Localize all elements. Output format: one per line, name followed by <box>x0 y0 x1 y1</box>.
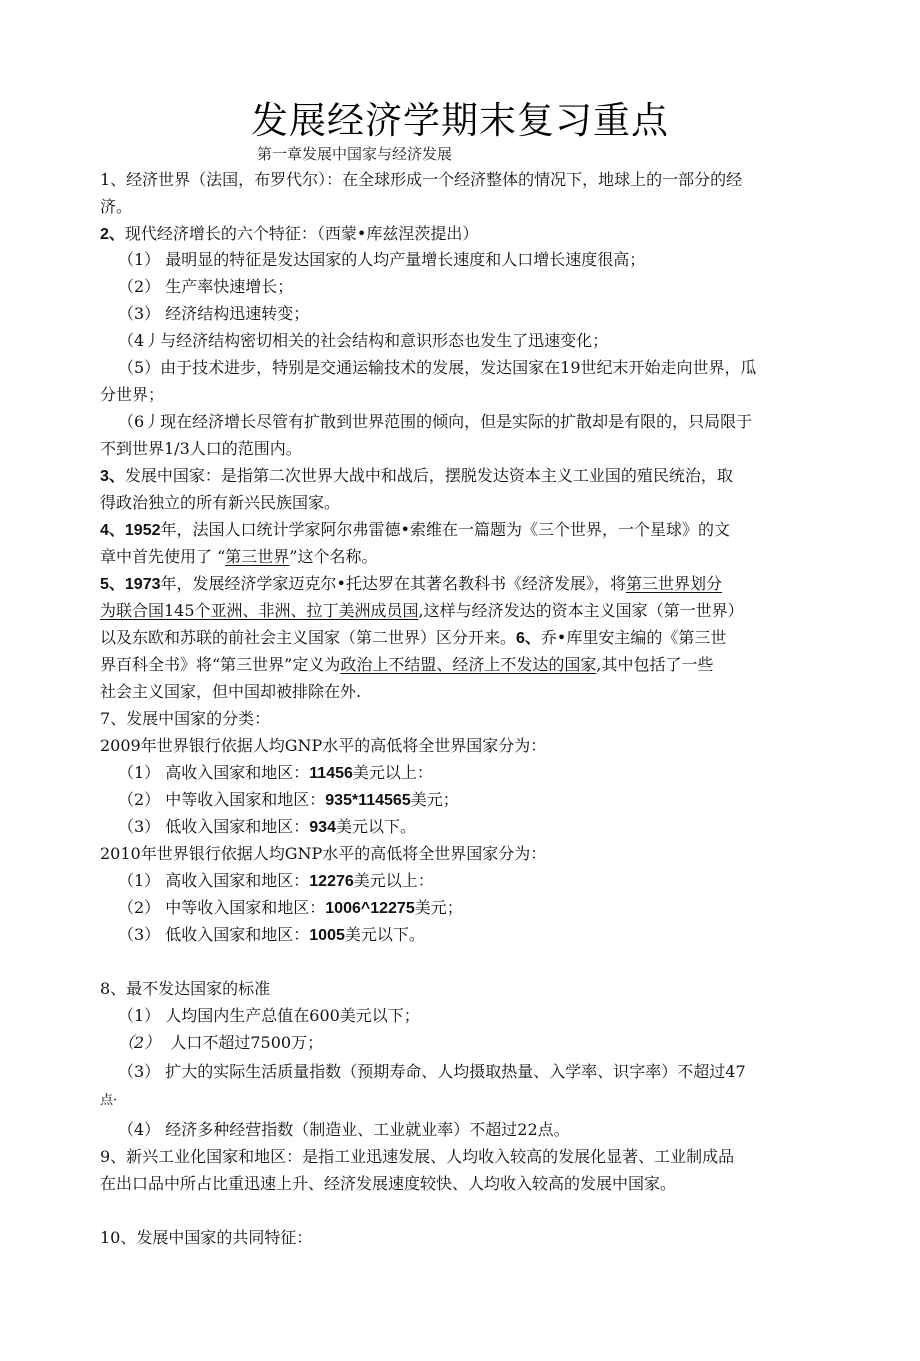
chapter-heading: 第一章发展中国家与经济发展 <box>257 145 453 163</box>
line-text: 人口不超过7500万； <box>170 1033 324 1052</box>
paragraph-line <box>100 627 726 650</box>
paragraph-line: 社会主义国家，但中国却被排除在外. <box>100 682 362 701</box>
line-text: 现代经济增长的六个特征：（西蒙•库兹涅茨提出） <box>124 224 479 243</box>
list-item: （3） 扩大的实际生活质量指数（预期寿命、人均摄取热量、入学率、识字率）不超过47 <box>118 1062 746 1081</box>
paragraph-line: 分世界； <box>100 385 165 404</box>
line-text: 以及东欧和苏联的前社会主义国家（第二世界）区分开来。 <box>100 628 517 647</box>
list-item: （2） 生产率快速增长； <box>118 277 294 296</box>
item-number: 2、 <box>100 226 125 243</box>
list-item <box>118 870 434 893</box>
item-number: 4、1952 <box>100 522 161 539</box>
income-value: 935*114565 <box>325 792 411 809</box>
line-text: 美元以下。 <box>344 925 425 944</box>
line-text: （1） 高收入国家和地区： <box>118 763 310 782</box>
list-item: （4） 经济多种经营指数（制造业、工业就业率）不超过22点。 <box>118 1120 570 1139</box>
list-item: （5）由于技术进步，特别是交通运输技术的发展，发达国家在19世纪末开始走向世界，瓜 <box>118 358 757 377</box>
paragraph-line: 点· <box>100 1093 118 1108</box>
line-text: 美元； <box>414 898 463 917</box>
line-text: ,这样与经济发达的资本主义国家（第一世界） <box>418 601 744 620</box>
list-item <box>118 1032 323 1054</box>
underlined-term: 第三世界 <box>225 547 290 566</box>
paragraph-line <box>100 654 713 676</box>
list-item: （4丿与经济结构密切相关的社会结构和意识形态也发生了迅速变化； <box>118 331 609 350</box>
item-number: 3、 <box>100 468 125 485</box>
line-text: 美元以上： <box>353 871 434 890</box>
paragraph-line: 不到世界1/3人口的范围内。 <box>100 439 302 458</box>
line-text: 年，法国人口统计学家阿尔弗雷德•索维在一篇题为《三个世界，一个星球》的文 <box>160 520 730 539</box>
underlined-term: 第三世界划分 <box>625 574 722 593</box>
list-item <box>118 924 425 947</box>
list-item <box>118 897 463 920</box>
document-title: 发展经济学期末复习重点 <box>251 99 669 142</box>
line-text: 美元以上： <box>352 763 433 782</box>
income-value: 12276 <box>309 873 354 890</box>
paragraph-line: 2010年世界银行依据人均GNP水平的高低将全世界国家分为： <box>100 844 547 863</box>
underlined-term: 为联合国145个亚洲、非洲、拉丁美洲成员国 <box>100 601 419 620</box>
paragraph-line: 2009年世界银行依据人均GNP水平的高低将全世界国家分为： <box>100 736 547 755</box>
paragraph-line: 9、新兴工业化国家和地区：是指工业迅速发展、人均收入较高的发展化显著、工业制成品 <box>100 1147 735 1166</box>
line-text: （3） 低收入国家和地区： <box>118 925 310 944</box>
line-text: ,其中包括了一些 <box>596 655 714 674</box>
paragraph-line: 1、经济世界（法国，布罗代尔）：在全球形成一个经济整体的情况下，地球上的一部分的经 <box>100 170 743 189</box>
paragraph-line <box>100 519 730 542</box>
line-text: 发展中国家：是指第二次世界大战中和战后，摆脱发达资本主义工业国的殖民统治，取 <box>124 466 733 485</box>
line-text: （2） 中等收入国家和地区： <box>118 898 326 917</box>
underlined-term: 政治上不结盟、经济上不发达的国家 <box>340 655 597 674</box>
paragraph-line: 10、发展中国家的共同特征： <box>100 1228 313 1247</box>
line-text: 年，发展经济学家迈克尔•托达罗在其著名教科书《经济发展》，将 <box>160 574 626 593</box>
income-value: 1006^12275 <box>325 900 415 917</box>
line-text: （1） 高收入国家和地区： <box>118 871 310 890</box>
list-item: （6丿现在经济增长尽管有扩散到世界范围的倾向，但是实际的扩散却是有限的，只局限于 <box>118 412 753 431</box>
item-number: 5、1973 <box>100 576 161 593</box>
paragraph-line: 济。 <box>100 197 133 216</box>
line-text: 界百科全书》将“第三世界”定义为 <box>100 655 341 674</box>
item-number: （2） <box>118 1033 161 1052</box>
paragraph-line: 8、最不发达国家的标准 <box>100 979 271 998</box>
income-value: 11456 <box>309 765 353 782</box>
income-value: 1005 <box>309 927 345 944</box>
line-text: 美元以下。 <box>335 817 416 836</box>
line-text: ”这个名称。 <box>289 547 378 566</box>
line-text: （3） 低收入国家和地区： <box>118 817 310 836</box>
list-item: （1） 最明显的特征是发达国家的人均产量增长速度和人口增长速度很高； <box>118 250 646 269</box>
line-text: 美元； <box>410 790 459 809</box>
list-item <box>118 762 433 785</box>
paragraph-line: 在出口品中所占比重迅速上升、经济发展速度较快、人均收入较高的发展中国家。 <box>100 1174 677 1193</box>
paragraph-line <box>100 223 478 246</box>
line-text: （2） 中等收入国家和地区： <box>118 790 326 809</box>
paragraph-line: 得政治独立的所有新兴民族国家。 <box>100 493 341 512</box>
line-text: 乔•库里安主编的《第三世 <box>540 628 727 647</box>
list-item: （3） 经济结构迅速转变； <box>118 304 310 323</box>
list-item <box>118 816 416 839</box>
paragraph-line: 7、发展中国家的分类： <box>100 709 271 728</box>
line-text: 章中首先使用了 “ <box>100 547 226 566</box>
paragraph-line <box>100 465 733 488</box>
paragraph-line <box>100 600 744 622</box>
paragraph-line <box>100 546 377 568</box>
income-value: 934 <box>309 819 336 836</box>
list-item <box>118 789 459 812</box>
item-number: 6、 <box>516 630 541 647</box>
list-item: （1） 人均国内生产总值在600美元以下； <box>118 1006 420 1025</box>
paragraph-line <box>100 573 722 596</box>
